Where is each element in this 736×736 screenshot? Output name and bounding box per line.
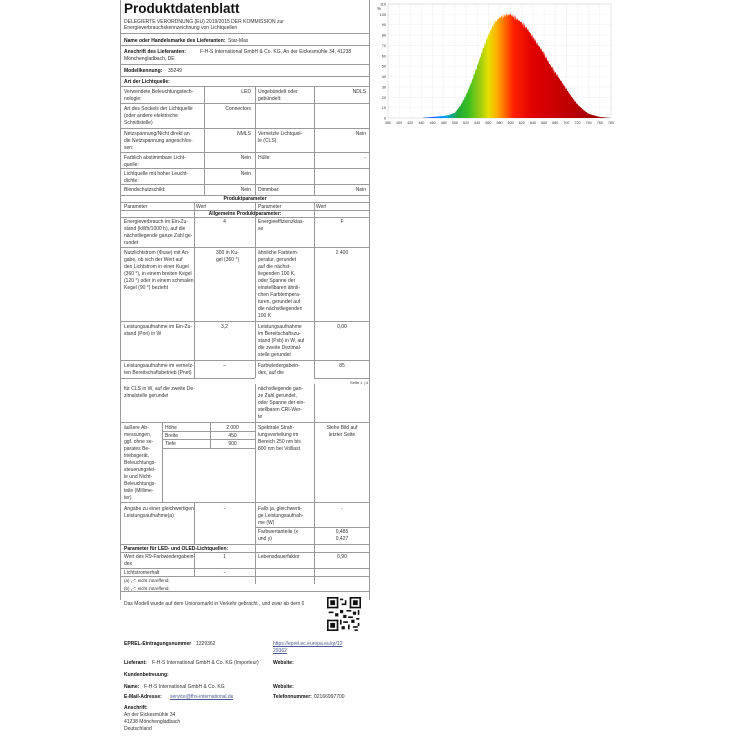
divider	[120, 76, 370, 77]
divider	[120, 247, 370, 248]
cell-label: ten Bereitschaftsbetrieb (Pnet)	[124, 370, 192, 376]
x-tick-label: 540	[474, 121, 481, 125]
eprel-info-panel	[120, 591, 370, 736]
spectral-distribution-chart	[375, 0, 615, 128]
phone-label: Telefonnummer:	[273, 694, 312, 700]
cell-label: die nächstliegenden	[258, 306, 303, 312]
dimension-name: Tiefe	[165, 441, 176, 447]
cell-label: Hülle:	[258, 155, 271, 161]
divider	[120, 591, 370, 592]
y-axis-unit: %	[377, 6, 382, 11]
cell-label: auf die nächst-	[258, 264, 291, 270]
cell-value: Nein	[240, 171, 251, 177]
cell-label: ge Leistungsaufnah-	[258, 513, 304, 519]
cell-value: NDLS	[352, 89, 366, 95]
cell-label: Kegel (90 °) bezieht	[124, 285, 168, 291]
cell-label: parates Be-	[124, 446, 150, 452]
x-tick-label: 420	[407, 121, 414, 125]
divider	[120, 168, 370, 169]
x-tick-label: 600	[507, 121, 514, 125]
cell-value: -	[223, 506, 226, 512]
cell-label: nächstliegende ganze Zahl ge-	[124, 233, 193, 239]
cell-value: Nein	[240, 187, 251, 193]
divider	[120, 33, 370, 34]
cell-label: stelle gerundet	[258, 352, 291, 358]
cell-label: Energieverbrauch im Ein-Zu-	[124, 219, 188, 225]
cell-label: ze Zahl gerundet,	[258, 393, 297, 399]
x-tick-label: 520	[463, 121, 470, 125]
cell-label: me (W)	[258, 520, 275, 526]
supplier-label: Lieferant:	[124, 660, 147, 666]
divider	[120, 184, 370, 185]
cell-label: steuerungstei-	[124, 467, 156, 473]
x-tick-label: 640	[529, 121, 536, 125]
cell-label: im Bereitschaftszu-	[258, 331, 301, 337]
supplier-address-line-2: Mönchengladbach, DE	[124, 56, 175, 62]
divider	[120, 64, 370, 65]
divider	[120, 321, 370, 322]
cell-label: Beleuchtungs-	[124, 481, 156, 487]
cell-value: F	[340, 219, 344, 225]
x-tick-label: 760	[596, 121, 603, 125]
cell-label: turen, gerundet auf	[258, 299, 301, 305]
model-number: 35249	[168, 68, 182, 74]
address-heading: Anschrift:	[124, 705, 148, 711]
x-tick-label: 620	[518, 121, 525, 125]
name-label: Name:	[124, 684, 140, 690]
regulation-line-2: Energieverbrauchskennzeichnung von Lichtquellen	[124, 25, 238, 31]
divider	[120, 128, 370, 129]
y-tick-label: 10	[381, 106, 386, 111]
cell-label: für CLS in W, auf die zweite De-	[124, 386, 195, 392]
y-tick-label: 80	[381, 33, 386, 38]
cell-label: Schnittstelle)	[124, 120, 153, 126]
cell-value: NMLS	[237, 131, 251, 137]
x-tick-label: 680	[552, 121, 559, 125]
cell-value: 4	[223, 219, 226, 225]
cell-value: 300 in Ku-	[216, 250, 239, 256]
cell-label: Lichtstromerhalt	[124, 570, 160, 576]
eprel-label: EPREL-Eintragungsnummer	[124, 641, 192, 647]
cell-label: le (CLS):	[258, 138, 278, 144]
email-label: E-Mail-Adresse:	[124, 694, 162, 700]
x-tick-label: 400	[396, 121, 403, 125]
cell-label: gebündelt:	[258, 96, 282, 102]
cell-value: 2 400	[335, 250, 349, 256]
divider	[120, 568, 370, 569]
y-tick-label: 70	[381, 43, 386, 48]
cell-label: Leistungsaufnahme	[258, 324, 302, 330]
col-header-value: Wert	[196, 204, 207, 210]
cell-label: triebsgerät,	[124, 453, 150, 459]
cell-value: 85	[339, 363, 345, 369]
cell-label: (120 °) oder in einem schmalen	[124, 278, 194, 284]
cell-label: Spektrale Strah-	[258, 425, 295, 431]
cell-value: Siehe Bild auf	[326, 425, 358, 431]
cell-value: 0,90	[337, 554, 347, 560]
col-header-param: Parameter	[258, 204, 282, 210]
cell-label: Falls ja, gleichwerti-	[258, 506, 302, 512]
cell-value: LED	[241, 89, 251, 95]
cell-value: 0,485	[335, 529, 349, 535]
x-tick-label: 440	[418, 121, 425, 125]
divider	[120, 544, 370, 545]
cell-label: Art des Sockels der Lichtquelle	[124, 106, 193, 112]
cell-label: oder Spanne der ein-	[258, 400, 305, 406]
cell-value: Nein	[355, 131, 366, 137]
cell-label: quelle:	[124, 162, 139, 168]
dimension-value: 2 000	[226, 425, 239, 431]
cell-label: Ungebündelt oder	[258, 89, 298, 95]
cell-value: 0,427	[335, 536, 349, 542]
cell-label: nächstliegende gan-	[258, 386, 304, 392]
cell-label: teile (Millime-	[124, 488, 154, 494]
supplier-value: F-H-S International GmbH & Co. KG (Importeur)	[152, 660, 259, 666]
x-tick-label: 740	[585, 121, 592, 125]
name-value: F-H-S International GmbH & Co. KG	[144, 684, 225, 690]
y-tick-label: 60	[381, 54, 386, 59]
divider	[120, 86, 370, 87]
page-number: Seite 1 | 4	[350, 380, 368, 385]
cell-label: Verwendete Beleuchtungstech-	[124, 89, 194, 95]
cell-label: ggf. ohne se-	[124, 439, 154, 445]
cell-label: stand (Psb) in W, auf	[258, 338, 305, 344]
divider	[162, 431, 255, 432]
cell-label: ter)	[124, 495, 132, 501]
cell-label: die Netzspannung angeschlos-	[124, 138, 193, 144]
x-tick-label: 380	[385, 121, 391, 125]
dimension-value: 900	[228, 441, 237, 447]
eprel-number: 1229362	[196, 641, 216, 647]
cell-label: Angabe zu einer gleichwertigen	[124, 506, 194, 512]
page-border-left	[120, 0, 121, 600]
dimension-name: Höhe	[165, 425, 177, 431]
cell-label: und y)	[258, 536, 272, 542]
divider	[120, 422, 370, 423]
cell-label: zimalstelle gerundet	[124, 393, 169, 399]
divider	[120, 152, 370, 153]
y-tick-label: 90	[381, 23, 386, 28]
divider	[120, 360, 370, 361]
model-heading: Modellkennung:	[124, 68, 163, 74]
supplier-name-heading: Name oder Handelsmarke des Lieferanten:	[124, 38, 226, 44]
y-tick-label: 0	[383, 116, 386, 121]
cell-label: den Lichtstrom in einer Kugel	[124, 264, 189, 270]
cell-value: Connectors	[225, 106, 251, 112]
cell-label: 100 K	[258, 313, 272, 319]
eprel-link-continued[interactable]: 29362	[273, 648, 287, 654]
x-tick-label: 660	[541, 121, 548, 125]
y-tick-label: 30	[381, 85, 386, 90]
footnote-b: (b) „-“: nicht zutreffend;	[124, 586, 170, 591]
led-params-heading: Parameter für LED- und OLED-Lichtquellen:	[124, 546, 229, 552]
cell-label: Beleuchtungs-	[124, 460, 156, 466]
cell-label: die zweite Dezimal-	[258, 345, 302, 351]
page-title: Produktdatenblatt	[124, 1, 240, 16]
address-line: An der Eickesmühle 34	[124, 712, 176, 718]
divider	[120, 202, 370, 203]
divider	[120, 502, 370, 503]
divider	[314, 378, 370, 379]
cell-label: Farbwertanteile (x	[258, 529, 299, 535]
cell-label: einstellbaren ähnli-	[258, 285, 300, 291]
cell-label: Netzspannung/Nicht direkt an	[124, 131, 190, 137]
col-divider	[194, 202, 195, 378]
eprel-link[interactable]: https://eprel.ec.europa.eu/qr/12	[273, 641, 343, 647]
x-tick-label: 700	[563, 121, 570, 125]
cell-label: Leistungsaufnahme(a)	[124, 513, 174, 519]
cell-label: oder Spanne der	[258, 278, 296, 284]
cell-label: Blendschutzschild:	[124, 187, 166, 193]
divider	[255, 527, 370, 528]
cell-value: 1	[223, 554, 226, 560]
cell-label: (oder andere elektrische	[124, 113, 178, 119]
cell-label: nologie:	[124, 96, 142, 102]
address-line: 41238 Mönchengladbach	[124, 719, 181, 725]
cell-label: peratur, gerundet	[258, 257, 297, 263]
market-placement-text: Das Modell wurde auf dem Unionsmarkt in Verkehr gebracht , und zwar ab dem 0	[124, 601, 305, 607]
divider	[120, 576, 370, 577]
cell-value: 3,2	[221, 324, 228, 330]
divider	[120, 103, 370, 104]
cell-label: Farblich abstimmbare Licht-	[124, 155, 186, 161]
cell-value: gel (360 °)	[216, 257, 240, 263]
x-tick-label: 580	[496, 121, 503, 125]
general-params-heading: Allgemeine Produktparameter:	[208, 211, 282, 217]
qr-code	[327, 597, 361, 631]
cell-label: le und Nicht-	[124, 474, 153, 480]
cell-label: sen:	[124, 145, 134, 151]
cell-value: 0,00	[337, 324, 347, 330]
website-label: Website:	[273, 660, 294, 666]
cell-label: lungsverteilung im	[258, 432, 299, 438]
cell-label: ähnliche Farbtem-	[258, 250, 299, 256]
divider	[162, 439, 255, 440]
dimension-name: Breite	[165, 433, 179, 439]
website-label: Website:	[273, 684, 294, 690]
supplier-name: Star-Max	[228, 38, 249, 44]
col-divider	[314, 202, 315, 378]
cell-value: -	[364, 155, 366, 161]
col-header-param: Parameter	[124, 204, 148, 210]
light-type-heading: Art der Lichtquelle:	[124, 79, 170, 85]
cell-label: messungen,	[124, 432, 152, 438]
divider	[162, 448, 255, 449]
cell-label: dex	[124, 561, 133, 567]
cell-value: -	[341, 506, 343, 512]
cell-label: Leistungsaufnahme im Ein-Zu-	[124, 324, 193, 330]
cell-label: stand (kWh/1000 h), auf die	[124, 226, 186, 232]
supplier-address-heading: Anschrift des Lieferanten:	[124, 49, 186, 55]
x-tick-label: 780	[608, 121, 614, 125]
cell-value: –	[223, 363, 226, 369]
y-tick-label: 110	[379, 2, 386, 7]
divider	[120, 552, 370, 553]
cell-label: rundet	[124, 240, 139, 246]
footnote-a: (a) „-“: nicht zutreffend;	[124, 578, 170, 583]
supplier-address-line-1: F-H-S International GmbH & Co. KG, An der Eickesmühle 34, 41238	[200, 49, 352, 55]
cell-label: Leistungsaufnahme im vernetz-	[124, 363, 194, 369]
cell-label: Lebensdauerfaktor	[258, 554, 300, 560]
cell-label: (360 °), in einem breiten Kegel	[124, 271, 192, 277]
cell-label: äußere Ab-	[124, 425, 149, 431]
x-tick-label: 720	[574, 121, 581, 125]
x-tick-label: 460	[429, 121, 436, 125]
cell-label: Vernetzte Lichtquel-	[258, 131, 303, 137]
cell-label: 800 nm bei Volllast	[258, 446, 300, 452]
product-params-heading: Produktparameter	[223, 196, 267, 202]
cell-value: letzter Seite	[328, 432, 356, 438]
col-divider	[162, 422, 163, 502]
cell-label: dichte:	[124, 178, 139, 184]
y-tick-label: 20	[381, 95, 386, 100]
cell-label: Bereich 250 nm bis	[258, 439, 301, 445]
phone-value: 02166997700	[314, 694, 345, 700]
cell-label: Wert des R9-Farbwiedergabein-	[124, 554, 196, 560]
y-axis-labels	[380, 3, 386, 121]
col-header-value: Wert	[316, 204, 327, 210]
cell-label: dex, auf die	[258, 370, 284, 376]
divider	[120, 378, 255, 379]
dimension-value: 450	[228, 433, 237, 439]
cell-label: Lichtquelle mit hoher Leucht-	[124, 171, 189, 177]
cell-label: Nutzlichtstrom (Φuse) mit An-	[124, 250, 190, 256]
cell-value: Nein	[240, 155, 251, 161]
regulation-line-1: DELEGIERTE VERORDNUNG (EU) 2019/2015 DER KOMMISSION zur	[124, 19, 284, 25]
cell-label: se	[258, 226, 264, 232]
cell-value: -	[223, 570, 226, 576]
cell-value: Nein	[355, 187, 366, 193]
y-tick-label: 50	[381, 64, 386, 69]
y-tick-label: 100	[379, 12, 386, 17]
x-axis-labels	[385, 121, 614, 125]
col-divider	[255, 202, 256, 378]
cell-label: Energieeffizienzklas-	[258, 219, 305, 225]
x-tick-label: 480	[440, 121, 447, 125]
cell-label: gabe, ob sich der Wert auf	[124, 257, 183, 263]
cell-label: chen Farbtempera-	[258, 292, 301, 298]
x-tick-label: 500	[451, 121, 458, 125]
customer-support-heading: Kundenbetreuung:	[124, 672, 169, 678]
x-tick-label: 560	[485, 121, 492, 125]
cell-label: stand (Pon) in W	[124, 331, 162, 337]
y-tick-label: 40	[381, 75, 386, 80]
col-divider	[255, 384, 256, 584]
cell-label: Farbwiedergabein-	[258, 363, 300, 369]
cell-label: Dimmbar:	[258, 187, 280, 193]
address-line: Deutschland	[124, 726, 152, 732]
cell-label: liegenden 100 K,	[258, 271, 296, 277]
divider	[120, 217, 370, 218]
email-link[interactable]: service@fhs-international.de	[170, 694, 234, 700]
cell-label: stellbaren CRI-Wer-	[258, 407, 303, 413]
datasheet-page	[120, 0, 370, 600]
cell-label: te	[258, 414, 263, 420]
divider	[120, 45, 370, 46]
